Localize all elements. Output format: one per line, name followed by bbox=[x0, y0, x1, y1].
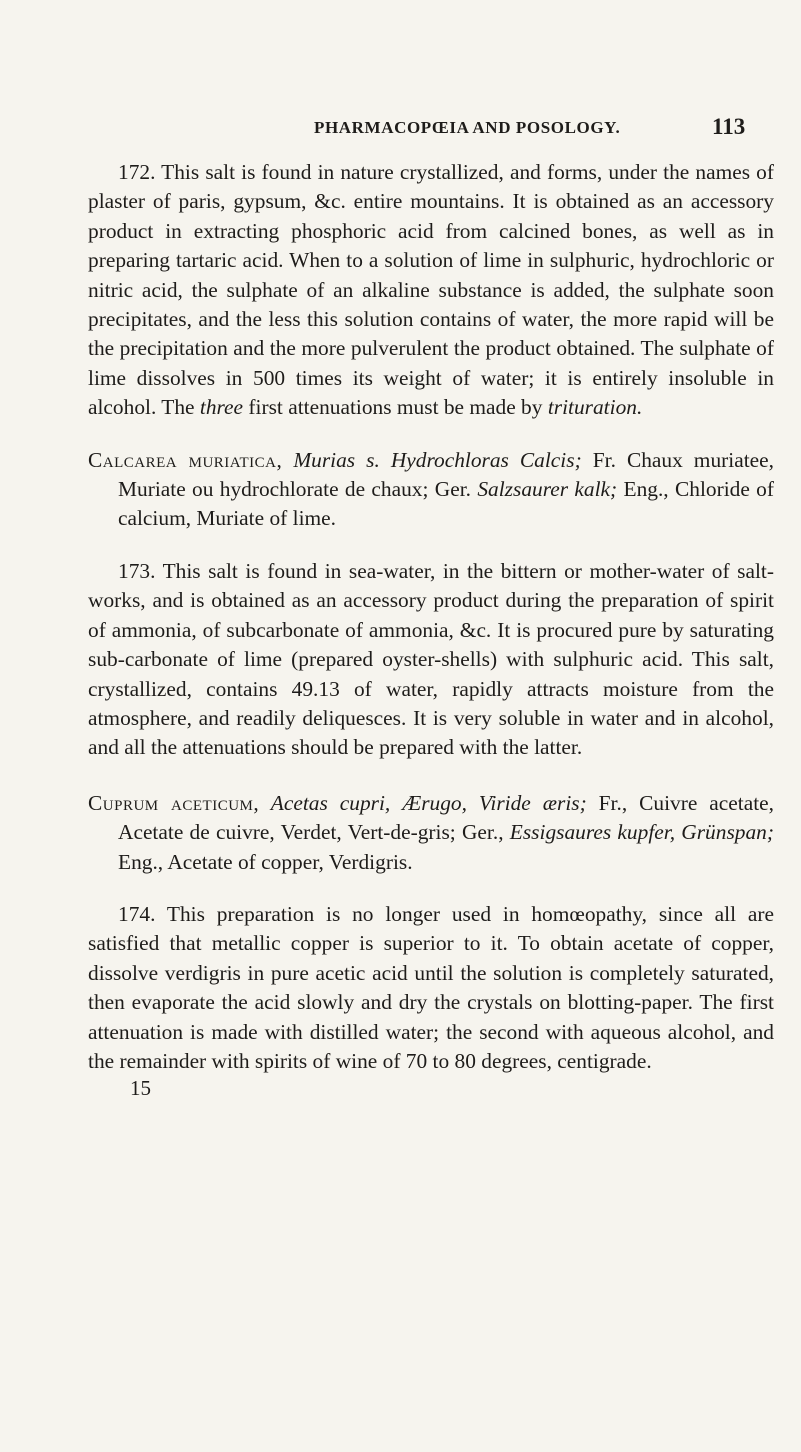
german-names: Essigsaures kupfer, Grünspan; bbox=[503, 820, 774, 845]
paragraph-number: 174. bbox=[118, 901, 156, 926]
paragraph-text: This salt is found in sea-water, in the bittern or mother-water of salt-works, and is obtained as an accessory product during the preparation of spirit of ammonia, of subcarbonate of ammonia, &c. It is procured pure by saturating sub-carbonate of lime (prepared oyster-shells) with sulphuric acid. This salt, crystallized, contains 49.13 of water, rapidly attracts moisture from the atmosphere, and readily deliquesces. It is very soluble in water and in alcohol, and all the attenuations should be prepared with the latter. bbox=[88, 558, 774, 760]
remedy-name: Cuprum aceticum, bbox=[88, 790, 260, 815]
latin-synonyms: Acetas cupri, Ærugo, Viride æris; bbox=[259, 790, 587, 815]
spacer bbox=[88, 534, 774, 557]
french-names: Fr., Cuivre acetate, Acetate de cuivre, Verdet, Vert-de-gris; Ger., bbox=[118, 790, 774, 845]
page-body bbox=[88, 158, 774, 1100]
running-head: PHARMACOPŒIA AND POSOLOGY. bbox=[314, 118, 621, 137]
page-header bbox=[0, 114, 801, 148]
spacer bbox=[88, 423, 774, 446]
entry-cuprum-aceticum bbox=[88, 789, 774, 877]
english-names: Eng., Acetate of copper, Verdigris. bbox=[118, 849, 413, 874]
paragraph-number: 173. bbox=[118, 558, 156, 583]
paragraph-174 bbox=[88, 900, 774, 1076]
paragraph-text: This salt is found in nature crystallized, and forms, under the names of plaster of paris, gypsum, &c. entire mountains. It is obtained as an accessory product in extracting phosphoric acid from calcined bones, as well as in preparing tartaric acid. When to a solution of lime in sulphuric, hydrochloric or nitric acid, the sulphate of an alkaline substance is added, the sulphate soon precipitates, and the less this solution contains of water, the more rapid will be the precipitation and the more pulverulent the product obtained. The sulphate of lime dissolves in 500 times its weight of water; it is entirely insoluble in alcohol. The bbox=[88, 160, 774, 420]
paragraph-173 bbox=[88, 557, 774, 763]
signature-mark: 15 bbox=[130, 1076, 151, 1101]
french-label: Fr. bbox=[581, 447, 616, 472]
paragraph-text: This preparation is no longer used in homœopathy, since all are satisfied that metallic copper is superior to it. To obtain acetate of copper, dissolve verdigris in pure acetic acid until the solution is completely saturated, then evaporate the acid slowly and dry the crystals on blotting-paper. The first attenuation is made with distilled water; the second with aqueous alcohol, and the remainder with spirits of wine of 70 to 80 degrees, centigrade. bbox=[88, 901, 774, 1073]
page-number: 113 bbox=[712, 114, 746, 139]
paragraph-number: 172. bbox=[118, 160, 156, 184]
remedy-name: Calcarea muriatica, bbox=[88, 447, 283, 472]
english-names: Eng., Chloride of calcium, Muriate of lime. bbox=[118, 477, 775, 531]
paragraph-172 bbox=[88, 158, 774, 423]
italic-term: three bbox=[199, 395, 244, 420]
spacer bbox=[88, 763, 774, 789]
french-names: Chaux muriatee, Muriate ou hydrochlorate de chaux; Ger. bbox=[118, 447, 774, 502]
paragraph-text: first attenuations must be made by bbox=[243, 395, 548, 420]
latin-synonyms: Murias s. Hydrochloras Calcis; bbox=[282, 447, 582, 472]
italic-term: trituration. bbox=[547, 395, 643, 420]
german-names: Salzsaurer kalk; bbox=[471, 477, 618, 502]
spacer bbox=[88, 877, 774, 900]
entry-calcarea-muriatica bbox=[88, 446, 774, 534]
